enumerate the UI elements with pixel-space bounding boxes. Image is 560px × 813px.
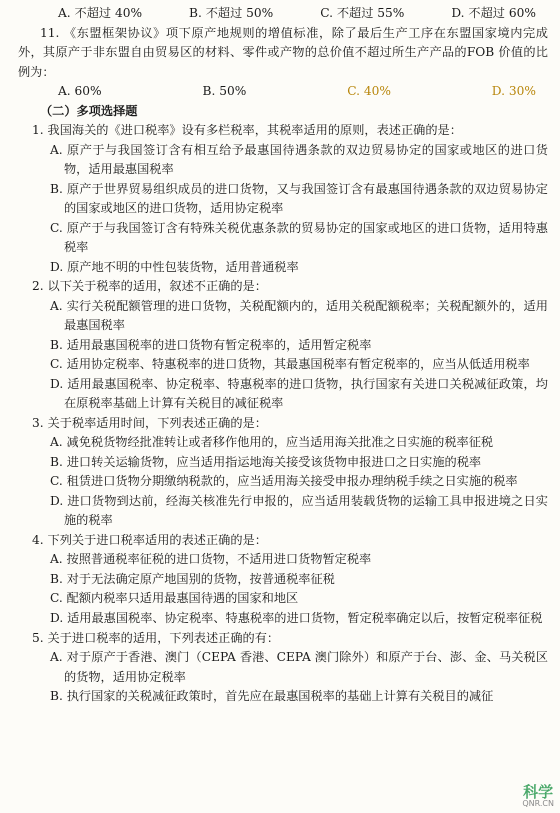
choice-c: C. 配额内税率只适用最惠国待遇的国家和地区 [50,591,299,606]
choice-a: A. 实行关税配额管理的进口货物，关税配额内的，适用关税配额税率；关税配额外的，适用最惠国税率 [50,298,548,333]
q11-option-b: B. 50% [202,84,247,99]
choice-c: C. 租赁进口货物分期缴纳税款的，应当适用海关接受申报办理纳税手续之日实施的税率 [50,474,518,489]
choice-a: A. 原产于与我国签订含有相互给予最惠国待遇条款的双边贸易协定的国家或地区的进口货物，适用最惠国税率 [50,142,548,177]
q10-option-a: A. 不超过 40% [58,6,143,20]
question-3 [18,414,548,531]
choice-d: D. 原产地不明的中性包装货物，适用普通税率 [50,259,299,274]
watermark-sub: QNR.CN [522,799,554,809]
choice-b: B. 执行国家的关税减征政策时，首先应在最惠国税率的基础上计算有关税目的减征 [50,689,494,704]
choice-c: C. 适用协定税率、特惠税率的进口货物，其最惠国税率有暂定税率的，应当从低适用税率 [50,357,530,372]
question-4 [18,531,548,629]
choice-a: A. 对于原产于香港、澳门（CEPA 香港、CEPA 澳门除外）和原产于台、澎、金、马关税区的货物，适用协定税率 [50,650,548,684]
q11-option-c: C. 40% [347,84,391,99]
question-stem: 4. 下列关于进口税率适用的表述正确的是： [32,532,267,547]
choice-d: D. 进口货物到达前，经海关核准先行申报的，应当适用装载货物的运输工具申报进境之日实施的税率 [50,493,548,528]
question-stem: 1. 我国海关的《进口税率》设有多栏税率，其税率适用的原则，表述正确的是： [32,123,462,138]
q11-option-a: A. 60% [58,84,102,99]
choice-d: D. 适用最惠国税率、协定税率、特惠税率的进口货物，暂定税率确定以后，按暂定税率征税 [50,610,543,625]
choice-a: A. 减免税货物经批准转让或者移作他用的，应当适用海关批准之日实施的税率征税 [50,435,494,450]
question-5 [18,629,548,707]
choice-a: A. 按照普通税率征税的进口货物，不适用进口货物暂定税率 [50,552,372,567]
watermark-main: 科学 [523,782,554,801]
q10-option-b: B. 不超过 50% [189,6,274,20]
choice-b: B. 进口转关运输货物，应当适用指运地海关接受该货物申报进口之日实施的税率 [50,454,482,469]
choice-d: D. 适用最惠国税率、协定税率、特惠税率的进口货物，执行国家有关进口关税减征政策，均在原税率基础上计算有关税目的减征税率 [50,376,548,411]
q11-option-d: D. 30% [491,84,536,99]
question-stem: 2. 以下关于税率的适用，叙述不正确的是： [32,279,267,294]
choice-b: B. 对于无法确定原产地国别的货物，按普通税率征税 [50,571,335,586]
choice-c: C. 原产于与我国签订含有特殊关税优惠条款的贸易协定的国家或地区的进口货物，适用特惠税率 [50,220,548,255]
site-watermark-logo [522,784,554,809]
q10-option-c: C. 不超过 55% [320,6,405,20]
q10-option-d: D. 不超过 60% [451,6,536,20]
question-stem: 5. 关于进口税率的适用，下列表述正确的有： [32,630,280,645]
question-stem: 3. 关于税率适用时间，下列表述正确的是： [32,415,267,430]
q10-options [18,4,548,24]
section-title: （二）多项选择题 [40,103,138,118]
question-1 [18,121,548,277]
choice-b: B. 原产于世界贸易组织成员的进口货物，又与我国签订含有最惠国待遇条款的双边贸易协定的国家或地区的进口货物，适用协定税率 [50,181,548,216]
q11-options [18,82,548,102]
q11-stem: 11. 《东盟框架协议》项下原产地规则的增值标准，除了最后生产工序在东盟国家境内完成外，其原产于非东盟自由贸易区的材料、零件或产物的总价值不超过所生产产品的FOB 价值的比例为： [18,25,548,79]
choice-b: B. 适用最惠国税率的进口货物有暂定税率的，适用暂定税率 [50,337,372,352]
question-2 [18,277,548,414]
